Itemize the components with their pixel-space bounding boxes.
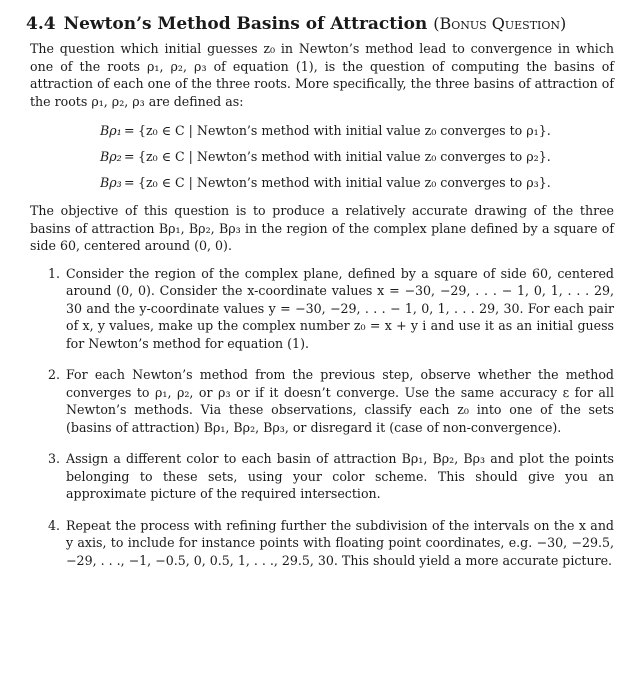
step-item-1: 1. Consider the region of the complex plane, defined by a square of side 60, centered around (0, 0). Consider the x-coordinate values x = −30, −29, . . . − 1, 0, 1, . . . 29, 30 and the y-coordinate values y = −30, −29, . . . − 1, 0, 1, . . . 29, 30. For each pair of x, y values, make up the complex number z₀ = x + y i and use it as an initial guess for Newton’s method for equation (1). — [64, 265, 614, 353]
equation-rhs: {z₀ ∈ C | Newton’s method with initial value z₀ converges to ρ₂}. — [138, 149, 551, 164]
equation-rhs: {z₀ ∈ C | Newton’s method with initial value z₀ converges to ρ₁}. — [138, 123, 551, 138]
equation-lhs: Bρ₃ — [100, 175, 122, 190]
equation-rhs: {z₀ ∈ C | Newton’s method with initial value z₀ converges to ρ₃}. — [138, 175, 551, 190]
basin-definitions — [100, 118, 614, 196]
intro-paragraph: The question which initial guesses z₀ in Newton’s method lead to convergence in which one of the roots ρ₁, ρ₂, ρ₃ of equation (1), is the question of computing the basins of attraction of each one of the three roots. More specifically, the three basins of attraction of the roots ρ₁, ρ₂, ρ₃ are defined as: — [30, 41, 614, 109]
section-title: Newton’s Method Basins of Attraction — [63, 14, 428, 34]
basin-equation-2: Bρ₂ = {z₀ ∈ C | Newton’s method with initial value z₀ converges to ρ₂}. — [100, 144, 614, 170]
step-item-4: 4. Repeat the process with refining further the subdivision of the intervals on the x and y axis, to include for instance points with floating point coordinates, e.g. −30, −29.5, −29, . . ., −1, −0.5, 0, 0.5, 1, . . ., 29.5, 30. This should yield a more accurate picture. — [64, 517, 614, 570]
bonus-label: (Bonus Question) — [433, 14, 567, 33]
step-item-3: 3. Assign a different color to each basin of attraction Bρ₁, Bρ₂, Bρ₃ and plot the points belonging to these sets, using your color scheme. This should give you an approximate picture of the required intersection. — [64, 450, 614, 503]
basin-equation-3: Bρ₃ = {z₀ ∈ C | Newton’s method with initial value z₀ converges to ρ₃}. — [100, 170, 614, 196]
steps-list — [30, 265, 614, 570]
objective-paragraph: The objective of this question is to produce a relatively accurate drawing of the three basins of attraction Bρ₁, Bρ₂, Bρ₃ in the region of the complex plane defined by a square of side 60, centered around (0, 0). — [30, 203, 614, 253]
basin-equation-1: Bρ₁ = {z₀ ∈ C | Newton’s method with initial value z₀ converges to ρ₁}. — [100, 118, 614, 144]
equation-lhs: Bρ₁ — [100, 123, 122, 138]
step-item-2: 2. For each Newton’s method from the previous step, observe whether the method converges to ρ₁, ρ₂, or ρ₃ or if it doesn’t converge. Use the same accuracy ε for all Newton’s methods. Via these observations, classify each z₀ into one of the sets (basins of attraction) Bρ₁, Bρ₂, Bρ₃, or disregard it (case of non-convergence). — [64, 366, 614, 436]
equation-lhs: Bρ₂ — [100, 149, 122, 164]
section-heading — [26, 12, 614, 36]
section-number: 4.4 — [26, 14, 56, 34]
